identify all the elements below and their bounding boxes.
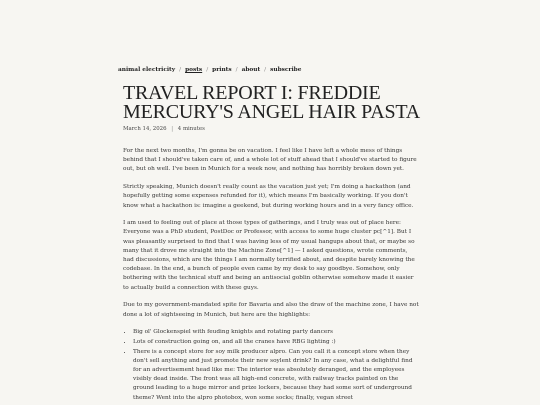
nav-separator: / bbox=[206, 67, 209, 73]
nav-link-subscribe[interactable]: subscribe bbox=[270, 67, 302, 73]
post-paragraph: Strictly speaking, Munich doesn't really count as the vacation just yet; I'm doing a hackathon (and hopefully getting some expenses refunded for it), which means I'm basically working. If you don't know what a hackathon is: imagine a geekend, but during working hours and in a very fancy office. bbox=[123, 184, 414, 209]
nav-link-about[interactable]: about bbox=[241, 67, 261, 73]
nav-separator: / bbox=[235, 67, 238, 73]
list-item: • Big ol' Glockenspiel with feuding knights and rotating party dancers bbox=[133, 328, 419, 337]
post-meta bbox=[123, 126, 205, 132]
meta-separator: | bbox=[171, 126, 174, 132]
nav-separator: / bbox=[264, 67, 267, 73]
post-paragraph: I am used to feeling out of place at those types of gatherings, and I truly was out of place here: Everyone was a PhD student, PostDoc or Professor, with access to some huge cluster pc[^1]. But I was pleasantly surprised to find that I was having less of my usual hangups about that, or maybe so many that it drove me straight into the Machine Zone[^1] — I asked questions, wrote comments, had discussions, which are the things I am normally terrified about, and despite barely knowing the codebase. In the end, a bunch of people even came by my desk to say goodbye. Somehow, only bothering with the technical stuff and being an antisocial goblin otherwise somehow made it easier to actually build a connection with these guys. bbox=[123, 220, 415, 291]
post-body bbox=[123, 147, 419, 403]
top-nav bbox=[118, 64, 301, 76]
nav-link-posts[interactable]: posts bbox=[185, 67, 203, 73]
nav-link-home[interactable]: animal electricity bbox=[118, 67, 176, 73]
nav-link-prints[interactable]: prints bbox=[212, 67, 232, 73]
read-time: 4 minutes bbox=[177, 126, 205, 132]
nav-separator: / bbox=[179, 67, 182, 73]
post-paragraph: Due to my government-mandated spite for Bavaria and also the draw of the machine zone, I have not done a lot of sightseeing in Munich, but here are the highlights: bbox=[123, 302, 419, 318]
post-date: March 14, 2026 bbox=[123, 126, 167, 132]
list-item: • Lots of construction going on, and all the cranes have RBG lighting :) bbox=[133, 338, 419, 347]
post-paragraph: For the next two months, I'm gonna be on vacation. I feel like I have left a whole mess of things behind that I should've taken care of, and a whole lot of stuff ahead that I should've started to figure out, but oh well. I've been in Munich for a week now, and nothing has horribly broken down yet. bbox=[123, 148, 417, 173]
post-title: TRAVEL REPORT I: FREDDIE MERCURY'S ANGEL HAIR PASTA bbox=[123, 82, 421, 123]
highlights-list bbox=[123, 328, 419, 403]
list-item: • There is a concept store for soy milk producer alpro. Can you call it a concept store when they don't sell anything and just promote their new soylent drink? In any case, what a delightful find for an advertisement head like me: The interior was absolutely deranged, and the employees visibly dead inside. The front was all high-end concrete, with railway tracks painted on the ground leading to a huge mirror and prize lockers, because they had some sort of underground theme? Went into the alpro photobox, won some socks; finally, vegan street bbox=[133, 348, 419, 403]
